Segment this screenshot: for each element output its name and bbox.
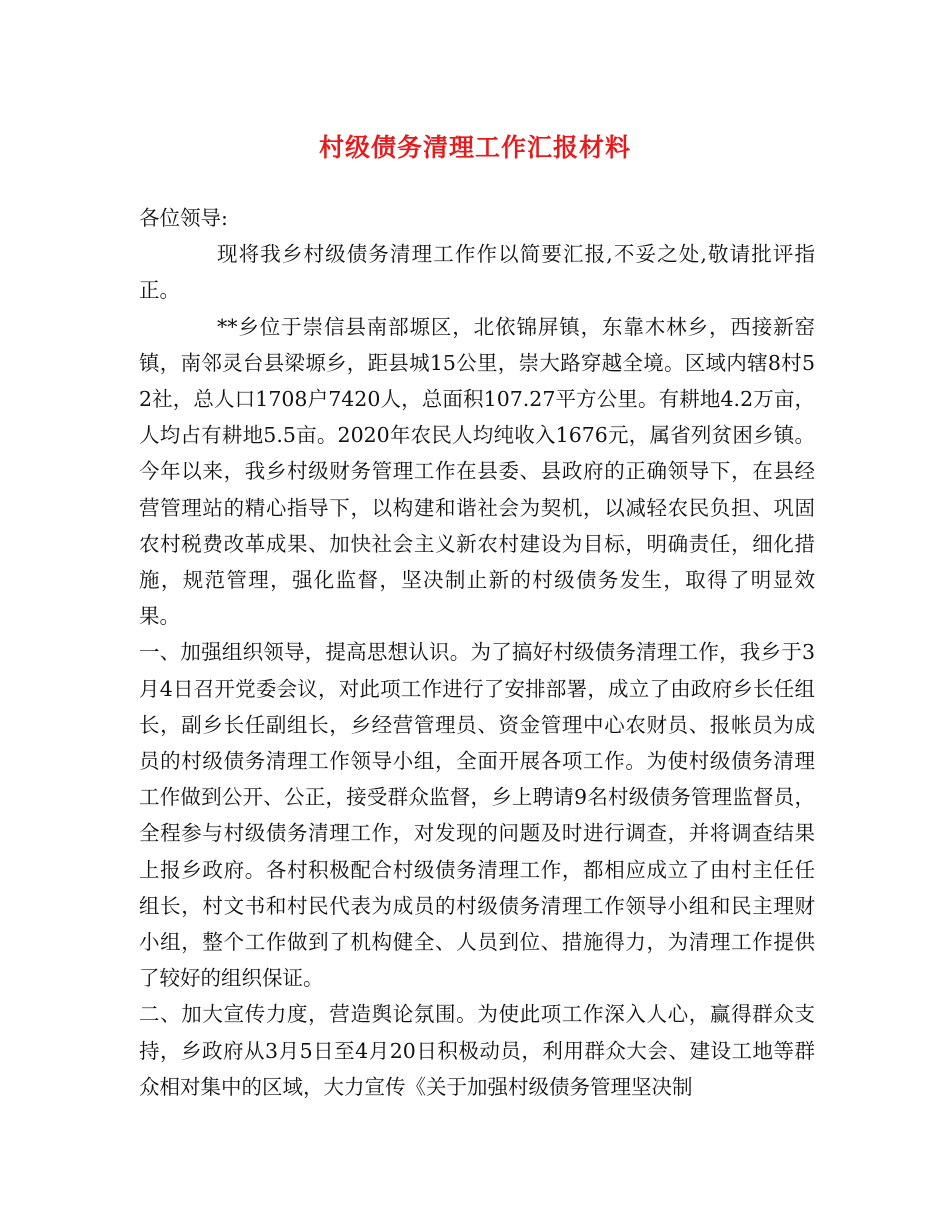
paragraph-intro: 现将我乡村级债务清理工作作以简要汇报,不妥之处,敬请批评指正。 (139, 242, 815, 303)
paragraph-section-1: 一、加强组织领导，提高思想认识。为了搞好村级债务清理工作，我乡于3月4日召开党委会议，对此项工作进行了安排部署，成立了由政府乡长任组长，副乡长任副组长，乡经营管理员、资金管理中心农财员、报帐员为成员的村级债务清理工作领导小组，全面开展各项工作。为使村级债务清理工作做到公开、公正，接受群众监督，乡上聘请9名村级债务管理监督员，全程参与村级债务清理工作，对发现的问题及时进行调查，并将调查结果上报乡政府。各村积极配合村级债务清理工作，都相应成立了由村主任任组长，村文书和村民代表为成员的村级债务清理工作领导小组和民主理财小组，整个工作做到了机构健全、人员到位、措施得力，为清理工作提供了较好的组织保证。 (139, 640, 815, 991)
paragraph-section-2: 二、加大宣传力度，营造舆论氛围。为使此项工作深入人心，赢得群众支持，乡政府从3月5日至4月20日积极动员，利用群众大会、建设工地等群众相对集中的区域，大力宣传《关于加强村级债务管理坚决制 (139, 1002, 815, 1099)
document-title: 村级债务清理工作汇报材料 (318, 133, 631, 162)
document-body (139, 200, 815, 1105)
paragraph-overview: **乡位于崇信县南部塬区，北依锦屏镇，东靠木林乡，西接新窑镇，南邻灵台县梁塬乡，距县城15公里，崇大路穿越全境。区域内辖8村52社，总人口1708户7420人，总面积107.27平方公里。有耕地4.2万亩，人均占有耕地5.5亩。2020年农民人均纯收入1676元，属省列贫困乡镇。今年以来，我乡村级财务管理工作在县委、县政府的正确领导下，在县经营管理站的精心指导下，以构建和谐社会为契机，以减轻农民负担、巩固农村税费改革成果、加快社会主义新农村建设为目标，明确责任，细化措施，规范管理，强化监督，坚决制止新的村级债务发生，取得了明显效果。 (139, 314, 815, 629)
salutation: 各位领导: (139, 206, 228, 230)
